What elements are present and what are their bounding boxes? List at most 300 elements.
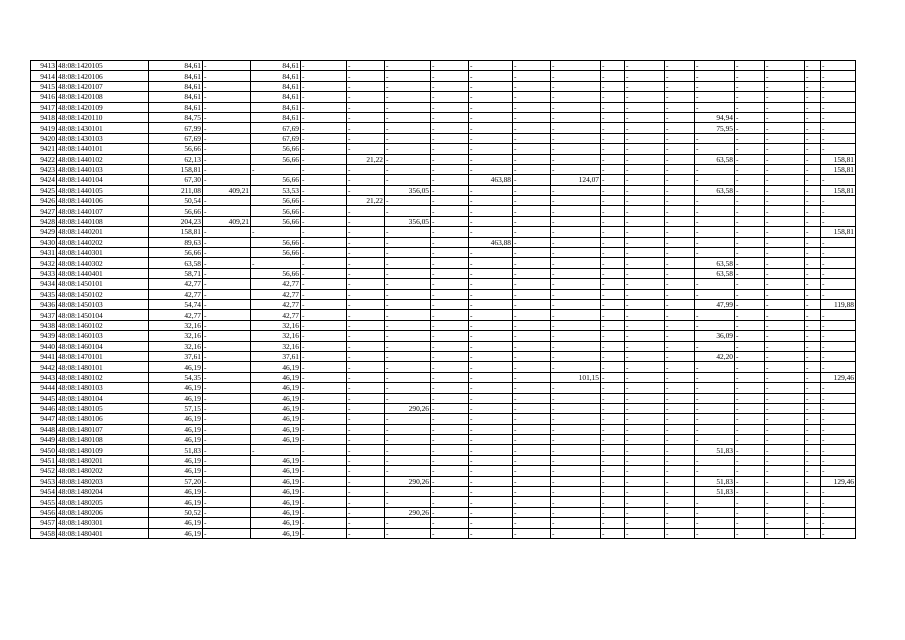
value-cell: - xyxy=(735,112,765,122)
value-cell: - xyxy=(513,133,551,143)
value-cell: 56,66 xyxy=(251,248,301,258)
value-cell: - xyxy=(735,279,765,289)
value-cell: - xyxy=(765,92,805,102)
value-cell: - xyxy=(601,310,625,320)
value-cell: - xyxy=(251,445,301,455)
value-cell: 46,19 xyxy=(149,383,203,393)
value-cell: - xyxy=(765,341,805,351)
value-cell: - xyxy=(765,144,805,154)
table-row xyxy=(31,144,856,154)
row-number-cell: 9428 xyxy=(31,216,57,226)
table-row xyxy=(31,331,856,341)
value-cell: - xyxy=(551,320,601,330)
value-cell: - xyxy=(469,414,513,424)
value-cell: 463,88 xyxy=(469,237,513,247)
value-cell: - xyxy=(665,528,695,538)
value-cell: - xyxy=(513,331,551,341)
table-row xyxy=(31,175,856,185)
value-cell: - xyxy=(203,289,251,299)
value-cell: - xyxy=(695,237,735,247)
value-cell: 56,66 xyxy=(251,206,301,216)
value-cell: - xyxy=(513,341,551,351)
value-cell: - xyxy=(385,435,431,445)
value-cell: - xyxy=(665,164,695,174)
value-cell: - xyxy=(469,216,513,226)
row-number-cell: 9420 xyxy=(31,133,57,143)
value-cell: - xyxy=(301,248,347,258)
value-cell: - xyxy=(625,144,665,154)
value-cell: - xyxy=(695,455,735,465)
cadastral-number-cell: 48:08:1440101 xyxy=(57,144,149,154)
value-cell: - xyxy=(301,528,347,538)
row-number-cell: 9413 xyxy=(31,61,57,71)
value-cell: - xyxy=(735,81,765,91)
value-cell: - xyxy=(301,258,347,268)
table-row xyxy=(31,123,856,133)
value-cell: - xyxy=(385,414,431,424)
value-cell: - xyxy=(347,175,385,185)
value-cell: - xyxy=(625,310,665,320)
value-cell: - xyxy=(347,424,385,434)
value-cell: - xyxy=(513,507,551,517)
row-number-cell: 9436 xyxy=(31,299,57,309)
value-cell: - xyxy=(431,507,469,517)
value-cell: - xyxy=(203,206,251,216)
value-cell: 46,19 xyxy=(251,424,301,434)
value-cell: - xyxy=(301,393,347,403)
value-cell: - xyxy=(385,320,431,330)
value-cell: - xyxy=(665,102,695,112)
value-cell: 356,05 xyxy=(385,185,431,195)
value-cell: - xyxy=(765,351,805,361)
value-cell: - xyxy=(601,351,625,361)
value-cell: - xyxy=(765,133,805,143)
value-cell: 21,22 xyxy=(347,196,385,206)
value-cell: - xyxy=(821,497,856,507)
value-cell: 46,19 xyxy=(251,403,301,413)
value-cell: - xyxy=(513,383,551,393)
value-cell: - xyxy=(551,362,601,372)
value-cell: 84,75 xyxy=(149,112,203,122)
value-cell: 84,61 xyxy=(149,92,203,102)
value-cell: - xyxy=(805,279,821,289)
value-cell: - xyxy=(665,289,695,299)
cadastral-number-cell: 48:08:1480101 xyxy=(57,362,149,372)
value-cell: - xyxy=(203,383,251,393)
value-cell: - xyxy=(431,112,469,122)
value-cell: - xyxy=(385,196,431,206)
value-cell: - xyxy=(765,289,805,299)
value-cell: - xyxy=(301,196,347,206)
value-cell: - xyxy=(347,528,385,538)
value-cell: - xyxy=(551,528,601,538)
value-cell: - xyxy=(385,528,431,538)
value-cell: - xyxy=(805,372,821,382)
value-cell: - xyxy=(385,206,431,216)
value-cell: - xyxy=(735,351,765,361)
value-cell: - xyxy=(551,268,601,278)
value-cell: - xyxy=(513,372,551,382)
value-cell: 46,19 xyxy=(251,372,301,382)
value-cell: - xyxy=(551,61,601,71)
cadastral-number-cell: 48:08:1480204 xyxy=(57,487,149,497)
value-cell: - xyxy=(601,331,625,341)
row-number-cell: 9451 xyxy=(31,455,57,465)
value-cell: - xyxy=(695,92,735,102)
value-cell: - xyxy=(203,81,251,91)
value-cell: - xyxy=(431,497,469,507)
value-cell: - xyxy=(301,362,347,372)
value-cell: - xyxy=(805,164,821,174)
value-cell: - xyxy=(601,435,625,445)
cadastral-number-cell: 48:08:1460104 xyxy=(57,341,149,351)
value-cell: - xyxy=(385,268,431,278)
table-row xyxy=(31,289,856,299)
value-cell: 32,16 xyxy=(149,320,203,330)
value-cell: 124,07 xyxy=(551,175,601,185)
value-cell: - xyxy=(821,435,856,445)
row-number-cell: 9429 xyxy=(31,227,57,237)
value-cell: - xyxy=(695,320,735,330)
cadastral-number-cell: 48:08:1420108 xyxy=(57,92,149,102)
value-cell: - xyxy=(601,507,625,517)
value-cell: - xyxy=(805,196,821,206)
value-cell: - xyxy=(431,331,469,341)
value-cell: - xyxy=(665,185,695,195)
value-cell: - xyxy=(513,81,551,91)
value-cell: - xyxy=(601,81,625,91)
value-cell: - xyxy=(203,403,251,413)
value-cell: - xyxy=(203,154,251,164)
value-cell: - xyxy=(203,144,251,154)
value-cell: 50,52 xyxy=(149,507,203,517)
value-cell: 158,81 xyxy=(149,227,203,237)
value-cell: 63,58 xyxy=(695,258,735,268)
value-cell: - xyxy=(821,112,856,122)
value-cell: 42,20 xyxy=(695,351,735,361)
value-cell: 158,81 xyxy=(821,154,856,164)
value-cell: - xyxy=(551,393,601,403)
value-cell: - xyxy=(601,341,625,351)
value-cell: - xyxy=(513,424,551,434)
value-cell: - xyxy=(301,414,347,424)
value-cell: - xyxy=(203,279,251,289)
value-cell: - xyxy=(431,528,469,538)
value-cell: 84,61 xyxy=(251,71,301,81)
value-cell: - xyxy=(695,341,735,351)
value-cell: - xyxy=(469,71,513,81)
table-row xyxy=(31,497,856,507)
value-cell: 290,26 xyxy=(385,403,431,413)
value-cell: 463,88 xyxy=(469,175,513,185)
value-cell: - xyxy=(735,403,765,413)
value-cell: - xyxy=(469,248,513,258)
value-cell: - xyxy=(601,299,625,309)
value-cell: - xyxy=(431,237,469,247)
value-cell: - xyxy=(665,383,695,393)
value-cell: - xyxy=(551,435,601,445)
value-cell: - xyxy=(735,372,765,382)
value-cell: - xyxy=(665,372,695,382)
value-cell: 57,15 xyxy=(149,403,203,413)
row-number-cell: 9454 xyxy=(31,487,57,497)
table-body xyxy=(31,61,856,539)
value-cell: - xyxy=(735,237,765,247)
value-cell: - xyxy=(805,455,821,465)
value-cell: - xyxy=(513,175,551,185)
value-cell: 46,19 xyxy=(251,507,301,517)
value-cell: - xyxy=(347,518,385,528)
value-cell: - xyxy=(665,112,695,122)
value-cell: - xyxy=(301,102,347,112)
value-cell: - xyxy=(821,92,856,102)
value-cell: - xyxy=(551,487,601,497)
value-cell: - xyxy=(347,123,385,133)
value-cell: - xyxy=(625,123,665,133)
value-cell: - xyxy=(625,351,665,361)
value-cell: - xyxy=(735,71,765,81)
value-cell: - xyxy=(625,185,665,195)
value-cell: - xyxy=(805,102,821,112)
value-cell: - xyxy=(821,196,856,206)
value-cell: - xyxy=(347,164,385,174)
value-cell: - xyxy=(695,227,735,237)
value-cell: - xyxy=(551,144,601,154)
value-cell: - xyxy=(469,310,513,320)
value-cell: - xyxy=(551,164,601,174)
value-cell: - xyxy=(431,164,469,174)
value-cell: - xyxy=(695,424,735,434)
value-cell: - xyxy=(385,61,431,71)
value-cell: - xyxy=(735,487,765,497)
value-cell: 84,61 xyxy=(149,61,203,71)
value-cell: - xyxy=(665,393,695,403)
cadastral-number-cell: 48:08:1440104 xyxy=(57,175,149,185)
value-cell: - xyxy=(551,403,601,413)
value-cell: - xyxy=(551,341,601,351)
value-cell: - xyxy=(347,71,385,81)
value-cell: - xyxy=(601,518,625,528)
value-cell: - xyxy=(735,445,765,455)
value-cell: - xyxy=(665,351,695,361)
value-cell: - xyxy=(385,362,431,372)
value-cell: - xyxy=(805,206,821,216)
row-number-cell: 9418 xyxy=(31,112,57,122)
value-cell: - xyxy=(469,507,513,517)
value-cell: 51,83 xyxy=(695,487,735,497)
value-cell: - xyxy=(625,164,665,174)
value-cell: - xyxy=(431,61,469,71)
value-cell: - xyxy=(821,133,856,143)
value-cell: - xyxy=(821,466,856,476)
value-cell: - xyxy=(513,71,551,81)
value-cell: - xyxy=(735,393,765,403)
value-cell: - xyxy=(805,393,821,403)
value-cell: - xyxy=(765,320,805,330)
value-cell: - xyxy=(695,279,735,289)
value-cell: - xyxy=(469,362,513,372)
value-cell: - xyxy=(431,279,469,289)
row-number-cell: 9427 xyxy=(31,206,57,216)
value-cell: 94,94 xyxy=(695,112,735,122)
value-cell: - xyxy=(347,466,385,476)
value-cell: 32,16 xyxy=(149,331,203,341)
value-cell: - xyxy=(347,206,385,216)
value-cell: - xyxy=(385,123,431,133)
value-cell: - xyxy=(469,196,513,206)
row-number-cell: 9440 xyxy=(31,341,57,351)
value-cell: - xyxy=(301,476,347,486)
value-cell: - xyxy=(735,362,765,372)
value-cell: - xyxy=(821,351,856,361)
value-cell: - xyxy=(601,248,625,258)
value-cell: - xyxy=(625,81,665,91)
value-cell: 84,61 xyxy=(251,61,301,71)
value-cell: - xyxy=(625,476,665,486)
value-cell: 58,71 xyxy=(149,268,203,278)
value-cell: - xyxy=(431,268,469,278)
value-cell: - xyxy=(665,144,695,154)
row-number-cell: 9434 xyxy=(31,279,57,289)
value-cell: - xyxy=(625,299,665,309)
value-cell: 53,53 xyxy=(251,185,301,195)
value-cell: - xyxy=(805,227,821,237)
value-cell: - xyxy=(601,383,625,393)
value-cell: - xyxy=(431,476,469,486)
value-cell: - xyxy=(601,196,625,206)
cadastral-number-cell: 48:08:1480206 xyxy=(57,507,149,517)
value-cell: - xyxy=(821,289,856,299)
value-cell: - xyxy=(805,518,821,528)
value-cell: - xyxy=(551,507,601,517)
value-cell: - xyxy=(625,362,665,372)
value-cell: - xyxy=(301,403,347,413)
value-cell: - xyxy=(513,154,551,164)
value-cell: - xyxy=(821,445,856,455)
value-cell: - xyxy=(665,237,695,247)
value-cell: - xyxy=(469,268,513,278)
value-cell: 42,77 xyxy=(149,310,203,320)
value-cell: - xyxy=(203,528,251,538)
value-cell: - xyxy=(665,206,695,216)
value-cell: - xyxy=(665,258,695,268)
value-cell: 56,66 xyxy=(251,268,301,278)
value-cell: - xyxy=(765,237,805,247)
value-cell: - xyxy=(601,133,625,143)
value-cell: - xyxy=(301,435,347,445)
value-cell: - xyxy=(513,445,551,455)
value-cell: - xyxy=(551,279,601,289)
value-cell: 158,81 xyxy=(821,185,856,195)
value-cell: - xyxy=(665,414,695,424)
value-cell: - xyxy=(821,424,856,434)
cadastral-number-cell: 48:08:1440302 xyxy=(57,258,149,268)
table-row xyxy=(31,133,856,143)
value-cell: - xyxy=(735,164,765,174)
value-cell: - xyxy=(347,227,385,237)
value-cell: - xyxy=(601,466,625,476)
value-cell: - xyxy=(513,237,551,247)
value-cell: - xyxy=(385,102,431,112)
value-cell: - xyxy=(821,279,856,289)
value-cell: - xyxy=(805,528,821,538)
value-cell: - xyxy=(513,279,551,289)
value-cell: 54,74 xyxy=(149,299,203,309)
value-cell: - xyxy=(301,206,347,216)
value-cell: - xyxy=(805,476,821,486)
value-cell: - xyxy=(301,424,347,434)
value-cell: - xyxy=(665,154,695,164)
value-cell: 84,61 xyxy=(251,102,301,112)
value-cell: - xyxy=(735,144,765,154)
value-cell: - xyxy=(551,466,601,476)
value-cell: - xyxy=(347,102,385,112)
value-cell: - xyxy=(431,206,469,216)
cadastral-number-cell: 48:08:1480109 xyxy=(57,445,149,455)
value-cell: - xyxy=(735,289,765,299)
value-cell: - xyxy=(301,466,347,476)
value-cell: - xyxy=(385,310,431,320)
row-number-cell: 9421 xyxy=(31,144,57,154)
value-cell: 63,58 xyxy=(695,268,735,278)
value-cell: - xyxy=(735,196,765,206)
value-cell: - xyxy=(601,289,625,299)
value-cell: - xyxy=(385,445,431,455)
cadastral-number-cell: 48:08:1480104 xyxy=(57,393,149,403)
table-row xyxy=(31,466,856,476)
value-cell: 51,83 xyxy=(695,476,735,486)
value-cell: - xyxy=(601,445,625,455)
value-cell: 42,77 xyxy=(251,279,301,289)
value-cell: - xyxy=(347,383,385,393)
value-cell: - xyxy=(551,414,601,424)
value-cell: - xyxy=(347,185,385,195)
value-cell: - xyxy=(601,258,625,268)
cadastral-number-cell: 48:08:1420110 xyxy=(57,112,149,122)
value-cell: 67,69 xyxy=(149,133,203,143)
value-cell: - xyxy=(665,518,695,528)
value-cell: - xyxy=(513,92,551,102)
cadastral-number-cell: 48:08:1480301 xyxy=(57,518,149,528)
value-cell: 42,77 xyxy=(251,299,301,309)
row-number-cell: 9445 xyxy=(31,393,57,403)
value-cell: - xyxy=(805,248,821,258)
value-cell: - xyxy=(665,71,695,81)
value-cell: - xyxy=(735,268,765,278)
value-cell: - xyxy=(601,362,625,372)
data-sheet xyxy=(30,60,856,539)
table-row xyxy=(31,196,856,206)
value-cell: - xyxy=(385,289,431,299)
value-cell: - xyxy=(301,175,347,185)
value-cell: - xyxy=(301,133,347,143)
value-cell: - xyxy=(765,528,805,538)
table-row xyxy=(31,248,856,258)
table-row xyxy=(31,455,856,465)
value-cell: - xyxy=(821,175,856,185)
cadastral-number-cell: 48:08:1420109 xyxy=(57,102,149,112)
value-cell: - xyxy=(735,133,765,143)
value-cell: - xyxy=(203,248,251,258)
value-cell: - xyxy=(625,133,665,143)
value-cell: - xyxy=(385,164,431,174)
table-row xyxy=(31,341,856,351)
row-number-cell: 9439 xyxy=(31,331,57,341)
value-cell: - xyxy=(625,279,665,289)
value-cell: - xyxy=(805,310,821,320)
value-cell: - xyxy=(735,102,765,112)
value-cell: - xyxy=(805,154,821,164)
